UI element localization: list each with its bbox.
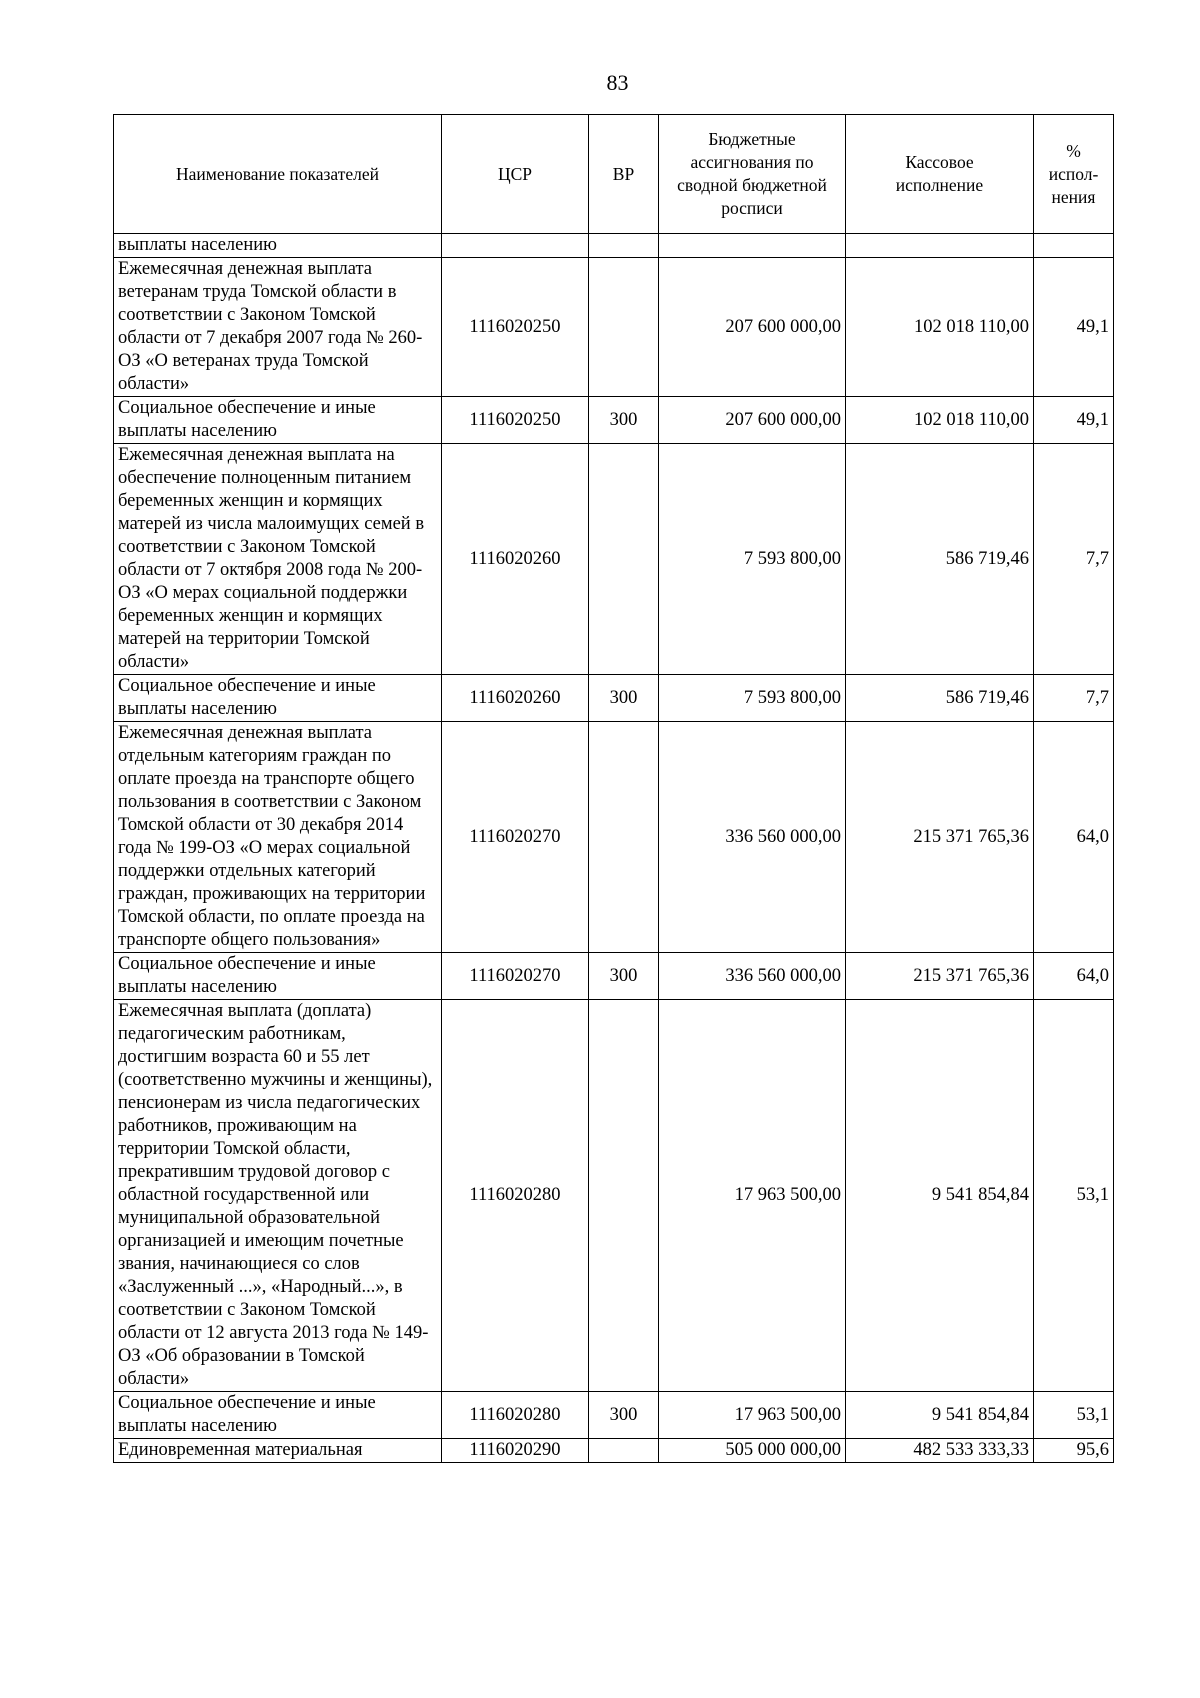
row-csr: 1116020250 [442,258,589,397]
row-vr: 300 [589,397,659,444]
header-name: Наименование показателей [114,115,442,234]
row-percent: 64,0 [1034,722,1114,953]
table-row [114,953,1114,1000]
header-budget: Бюджетные ассигнования по сводной бюджетной росписи [659,115,846,234]
row-percent: 64,0 [1034,953,1114,1000]
row-name: Социальное обеспечение и иные выплаты населению [114,1392,442,1439]
table-row [114,258,1114,397]
row-budget: 207 600 000,00 [659,258,846,397]
row-csr: 1116020270 [442,953,589,1000]
row-cash: 102 018 110,00 [846,258,1034,397]
row-name: Ежемесячная денежная выплата ветеранам труда Томской области в соответствии с Законом Томской области от 7 декабря 2007 года № 260-ОЗ «О ветеранах труда Томской области» [114,258,442,397]
row-budget [659,234,846,258]
table-header-row [114,115,1114,234]
table-row [114,675,1114,722]
table-row [114,1439,1114,1463]
row-cash: 215 371 765,36 [846,953,1034,1000]
row-vr: 300 [589,953,659,1000]
row-percent: 49,1 [1034,258,1114,397]
row-budget: 336 560 000,00 [659,953,846,1000]
row-name: Ежемесячная денежная выплата на обеспечение полноценным питанием беременных женщин и кормящих матерей из числа малоимущих семей в соответствии с Законом Томской области от 7 октября 2008 года № 200-ОЗ «О мерах социальной поддержки беременных женщин и кормящих матерей на территории Томской области» [114,444,442,675]
table-row [114,444,1114,675]
header-vr: ВР [589,115,659,234]
row-vr [589,234,659,258]
header-percent: % испол-нения [1034,115,1114,234]
row-csr: 1116020290 [442,1439,589,1463]
row-percent: 7,7 [1034,675,1114,722]
row-percent: 7,7 [1034,444,1114,675]
row-vr: 300 [589,675,659,722]
row-csr [442,234,589,258]
row-cash: 9 541 854,84 [846,1000,1034,1392]
row-cash: 586 719,46 [846,675,1034,722]
row-vr [589,722,659,953]
row-name: выплаты населению [114,234,442,258]
budget-table [113,114,1114,1463]
row-vr [589,1439,659,1463]
row-percent [1034,234,1114,258]
row-name: Социальное обеспечение и иные выплаты населению [114,675,442,722]
row-budget: 17 963 500,00 [659,1000,846,1392]
row-percent: 53,1 [1034,1392,1114,1439]
row-cash: 482 533 333,33 [846,1439,1034,1463]
table-row [114,234,1114,258]
row-budget: 7 593 800,00 [659,675,846,722]
page-number: 83 [606,70,629,95]
table-row [114,722,1114,953]
row-budget: 7 593 800,00 [659,444,846,675]
row-csr: 1116020280 [442,1000,589,1392]
row-csr: 1116020280 [442,1392,589,1439]
row-percent: 95,6 [1034,1439,1114,1463]
row-csr: 1116020260 [442,675,589,722]
row-vr: 300 [589,1392,659,1439]
row-vr [589,444,659,675]
row-percent: 53,1 [1034,1000,1114,1392]
row-budget: 17 963 500,00 [659,1392,846,1439]
table-row [114,1392,1114,1439]
table-row [114,397,1114,444]
row-name: Социальное обеспечение и иные выплаты населению [114,397,442,444]
row-csr: 1116020260 [442,444,589,675]
row-vr [589,1000,659,1392]
table-row [114,1000,1114,1392]
row-name: Ежемесячная выплата (доплата) педагогическим работникам, достигшим возраста 60 и 55 лет (соответственно мужчины и женщины), пенсионерам из числа педагогических работников, проживающим на территории Томской области, прекратившим трудовой договор с областной государственной или муниципальной образовательной организацией и имеющим почетные звания, начинающиеся со слов «Заслуженный ...», «Народный...», в соответствии с Законом Томской области от 12 августа 2013 года № 149-ОЗ «Об образовании в Томской области» [114,1000,442,1392]
row-cash: 586 719,46 [846,444,1034,675]
row-percent: 49,1 [1034,397,1114,444]
row-budget: 505 000 000,00 [659,1439,846,1463]
row-budget: 336 560 000,00 [659,722,846,953]
row-cash [846,234,1034,258]
row-name: Социальное обеспечение и иные выплаты населению [114,953,442,1000]
header-csr: ЦСР [442,115,589,234]
header-cash: Кассовое исполнение [846,115,1034,234]
row-name: Ежемесячная денежная выплата отдельным категориям граждан по оплате проезда на транспорте общего пользования в соответствии с Законом Томской области от 30 декабря 2014 года № 199-ОЗ «О мерах социальной поддержки отдельных категорий граждан, проживающих на территории Томской области, по оплате проезда на транспорте общего пользования» [114,722,442,953]
row-cash: 102 018 110,00 [846,397,1034,444]
row-csr: 1116020270 [442,722,589,953]
row-name: Единовременная материальная [114,1439,442,1463]
row-csr: 1116020250 [442,397,589,444]
row-cash: 215 371 765,36 [846,722,1034,953]
row-budget: 207 600 000,00 [659,397,846,444]
row-cash: 9 541 854,84 [846,1392,1034,1439]
row-vr [589,258,659,397]
